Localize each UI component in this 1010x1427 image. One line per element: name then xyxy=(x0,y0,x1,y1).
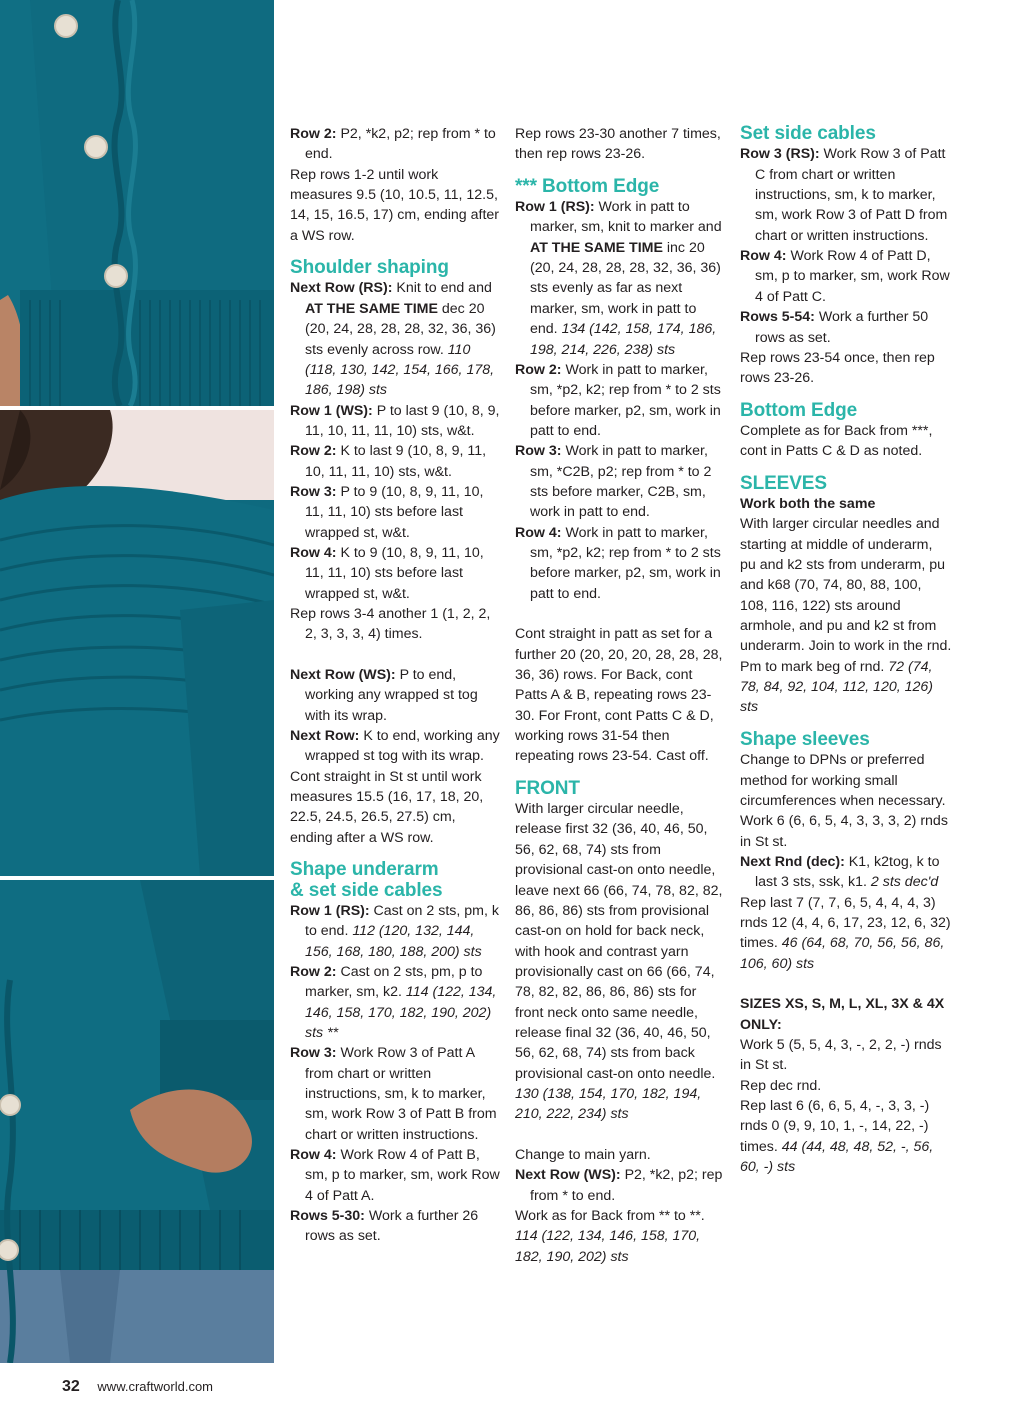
sizes-subheading: SIZES XS, S, M, L, XL, 3X & 4X ONLY: xyxy=(740,996,945,1033)
heading-bottom-edge-back: *** Bottom Edge xyxy=(515,175,660,197)
instruction-next-row: Next Row: K to end, working any wrapped st tog with its wrap. xyxy=(290,728,500,765)
photo-cardigan-lower xyxy=(0,880,274,1363)
instruction-rep-last-7: Rep last 7 (7, 7, 6, 5, 4, 4, 4, 3) rnds 12 (4, 4, 6, 17, 23, 12, 6, 32) times. 46 (64, 68, 70, 56, 56, 86, 106, 60) sts xyxy=(740,894,951,972)
instruction-side-row-4: Row 4: Work Row 4 of Patt D, sm, p to marker, sm, work Row 4 of Patt C. xyxy=(740,248,950,305)
instruction-side-rep: Rep rows 23-54 once, then rep rows 23-26. xyxy=(740,349,935,387)
instruction-next-row-rs: Next Row (RS): Knit to end and AT THE SAME TIME dec 20 (20, 24, 28, 28, 28, 32, 36, 36) sts evenly across row. 110 (118, 130, 142, 154, 166, 178, 186, 198) sts xyxy=(290,280,496,399)
instruction-cont-straight-patt: Cont straight in patt as set for a further 20 (20, 20, 20, 28, 28, 28, 36, 36) rows. For Back, cont Patts A & B, repeating rows 23-30. For Front, cont Patts C & D, working rows 31-54 then repeating rows 23-54. Cast off. xyxy=(515,626,723,765)
cardigan-lower-illustration xyxy=(0,880,274,1363)
photo-sweater-shoulder xyxy=(0,410,274,876)
instruction-row-2: Row 2: P2, *k2, p2; rep from * to end. xyxy=(290,126,496,163)
instruction-row-2b: Row 2: K to last 9 (10, 8, 9, 11, 10, 11, 11, 10) sts, w&t. xyxy=(290,443,487,480)
instruction-work-as-back: Work as for Back from ** to **. 114 (122, 134, 146, 158, 170, 182, 190, 202) sts xyxy=(515,1208,705,1265)
heading-shape-underarm: Shape underarm & set side cables xyxy=(290,859,443,901)
heading-shape-sleeves: Shape sleeves xyxy=(740,728,870,750)
cardigan-front-illustration xyxy=(0,0,274,406)
heading-sleeves: SLEEVES xyxy=(740,472,827,494)
instruction-rep-rows: Rep rows 1-2 until work measures 9.5 (10, 10.5, 11, 12.5, 14, 15, 16.5, 17) cm, ending after a WS row. xyxy=(290,166,500,244)
heading-front: FRONT xyxy=(515,777,580,799)
instruction-front-next-row-ws: Next Row (WS): P2, *k2, p2; rep from * to end. xyxy=(515,1167,723,1204)
sleeves-subheading: Work both the same xyxy=(740,496,876,513)
footer-url: www.craftworld.com xyxy=(97,1379,213,1394)
instruction-row-4: Row 4: K to 9 (10, 8, 9, 11, 10, 11, 11, 10) sts before last wrapped st, w&t. xyxy=(290,544,484,602)
instruction-sleeves: With larger circular needles and starting at middle of underarm, pu and k2 sts from underarm, pu and k68 (70, 74, 80, 88, 100, 108, 116, 122) sts around armhole, and pu and k2 st from underarm. Join to work in the rnd. Pm to mark beg of rnd. 72 (74, 78, 84, 92, 104, 112, 120, 126) sts xyxy=(740,516,952,716)
instruction-underarm-row-1: Row 1 (RS): Cast on 2 sts, pm, k to end. 112 (120, 132, 144, 156, 168, 180, 188, 200) sts xyxy=(290,902,499,960)
pattern-column-3 xyxy=(740,124,952,1177)
instruction-work-5: Work 5 (5, 5, 4, 3, -, 2, 2, -) rnds in St st. xyxy=(740,1037,942,1074)
instruction-underarm-row-3: Row 3: Work Row 3 of Patt A from chart or written instructions, sm, k to marker, sm, work Row 3 of Patt B from chart or written instructions. xyxy=(290,1045,497,1143)
instruction-bottom-row-4: Row 4: Work in patt to marker, sm, *p2, k2; rep from * to 2 sts before marker, p2, sm, work in patt to end. xyxy=(515,524,721,602)
instruction-bottom-row-3: Row 3: Work in patt to marker, sm, *C2B, p2; rep from * to 2 sts before marker, C2B, sm, work in patt to end. xyxy=(515,443,712,521)
heading-bottom-edge-front: Bottom Edge xyxy=(740,399,858,421)
photo-cardigan-front xyxy=(0,0,274,406)
instruction-rep-rows-3-4: Rep rows 3-4 another 1 (1, 2, 2, 2, 3, 3, 3, 4) times. xyxy=(290,605,491,643)
instruction-rep-last-6: Rep last 6 (6, 6, 5, 4, -, 3, 3, -) rnds 0 (9, 9, 10, 1, -, 14, 22, -) times. 44 (44, 48, 48, 52, -, 56, 60, -) sts xyxy=(740,1098,934,1176)
instruction-row-3: Row 3: P to 9 (10, 8, 9, 11, 10, 11, 11, 10) sts before last wrapped st, w&t. xyxy=(290,483,484,541)
instruction-bottom-row-2: Row 2: Work in patt to marker, sm, *p2, k2; rep from * to 2 sts before marker, p2, sm, work in patt to end. xyxy=(515,361,721,439)
instruction-front: With larger circular needle, release first 32 (36, 40, 46, 50, 56, 62, 68, 74) sts from provisional cast-on onto needle, leave next 66 (66, 74, 78, 82, 82, 86, 86, 86) sts from provisional cast-on on hold for back neck, with hook and contrast yarn provisionally cast on 66 (66, 74, 78, 82, 82, 86, 86, 86) sts for front neck onto same needle, release final 32 (36, 40, 46, 50, 56, 62, 68, 74) sts from back provisional cast-on onto needle. 130 (138, 154, 170, 182, 194, 210, 222, 234) sts xyxy=(515,801,723,1123)
instruction-rep-rows-23-30: Rep rows 23-30 another 7 times, then rep rows 23-26. xyxy=(515,126,721,163)
instruction-underarm-rows-5-30: Rows 5-30: Work a further 26 rows as set. xyxy=(290,1208,479,1245)
instruction-side-row-3: Row 3 (RS): Work Row 3 of Patt C from chart or written instructions, sm, k to marker, sm, work Row 3 of Patt D from chart or written instructions. xyxy=(740,146,948,244)
instruction-next-rnd-dec: Next Rnd (dec): K1, k2tog, k to last 3 sts, ssk, k1. 2 sts dec'd xyxy=(740,853,940,891)
heading-shoulder-shaping: Shoulder shaping xyxy=(290,257,449,279)
page-footer xyxy=(62,1378,213,1396)
instruction-rep-dec: Rep dec rnd. xyxy=(740,1077,822,1094)
instruction-row-1-ws: Row 1 (WS): P to last 9 (10, 8, 9, 11, 10, 11, 11, 10) sts, w&t. xyxy=(290,402,500,439)
pattern-column-1 xyxy=(290,124,502,1247)
page-number: 32 xyxy=(62,1378,80,1395)
instruction-work-6: Work 6 (6, 6, 5, 4, 3, 3, 3, 2) rnds in St st. xyxy=(740,813,948,850)
instruction-underarm-row-2: Row 2: Cast on 2 sts, pm, p to marker, sm, k2. 114 (122, 134, 146, 158, 170, 182, 190, 202) sts ** xyxy=(290,963,497,1041)
heading-set-side-cables: Set side cables xyxy=(740,123,876,144)
instruction-bottom-row-1: Row 1 (RS): Work in patt to marker, sm, knit to marker and AT THE SAME TIME inc 20 (20, 24, 28, 28, 28, 32, 36, 36) sts evenly as far as next marker, sm, work in patt to end. 134 (142, 158, 174, 186, 198, 214, 226, 238) sts xyxy=(515,199,722,358)
instruction-bottom-complete: Complete as for Back from ***, cont in Patts C & D as noted. xyxy=(740,422,933,460)
instruction-underarm-row-4: Row 4: Work Row 4 of Patt B, sm, p to marker, sm, work Row 4 of Patt A. xyxy=(290,1147,500,1204)
instruction-side-rows-5-54: Rows 5-54: Work a further 50 rows as set. xyxy=(740,309,929,346)
instruction-change-yarn: Change to main yarn. xyxy=(515,1146,651,1163)
sweater-shoulder-illustration xyxy=(0,410,274,876)
instruction-cont-straight: Cont straight in St st until work measures 15.5 (16, 17, 18, 20, 22.5, 24.5, 26.5, 27.5) cm, ending after a WS row. xyxy=(290,768,484,846)
instruction-change-dpns: Change to DPNs or preferred method for working small circumferences when necessary. xyxy=(740,752,946,809)
pattern-column-2 xyxy=(515,124,727,1267)
instruction-next-row-ws: Next Row (WS): P to end, working any wrapped st tog with its wrap. xyxy=(290,667,478,724)
